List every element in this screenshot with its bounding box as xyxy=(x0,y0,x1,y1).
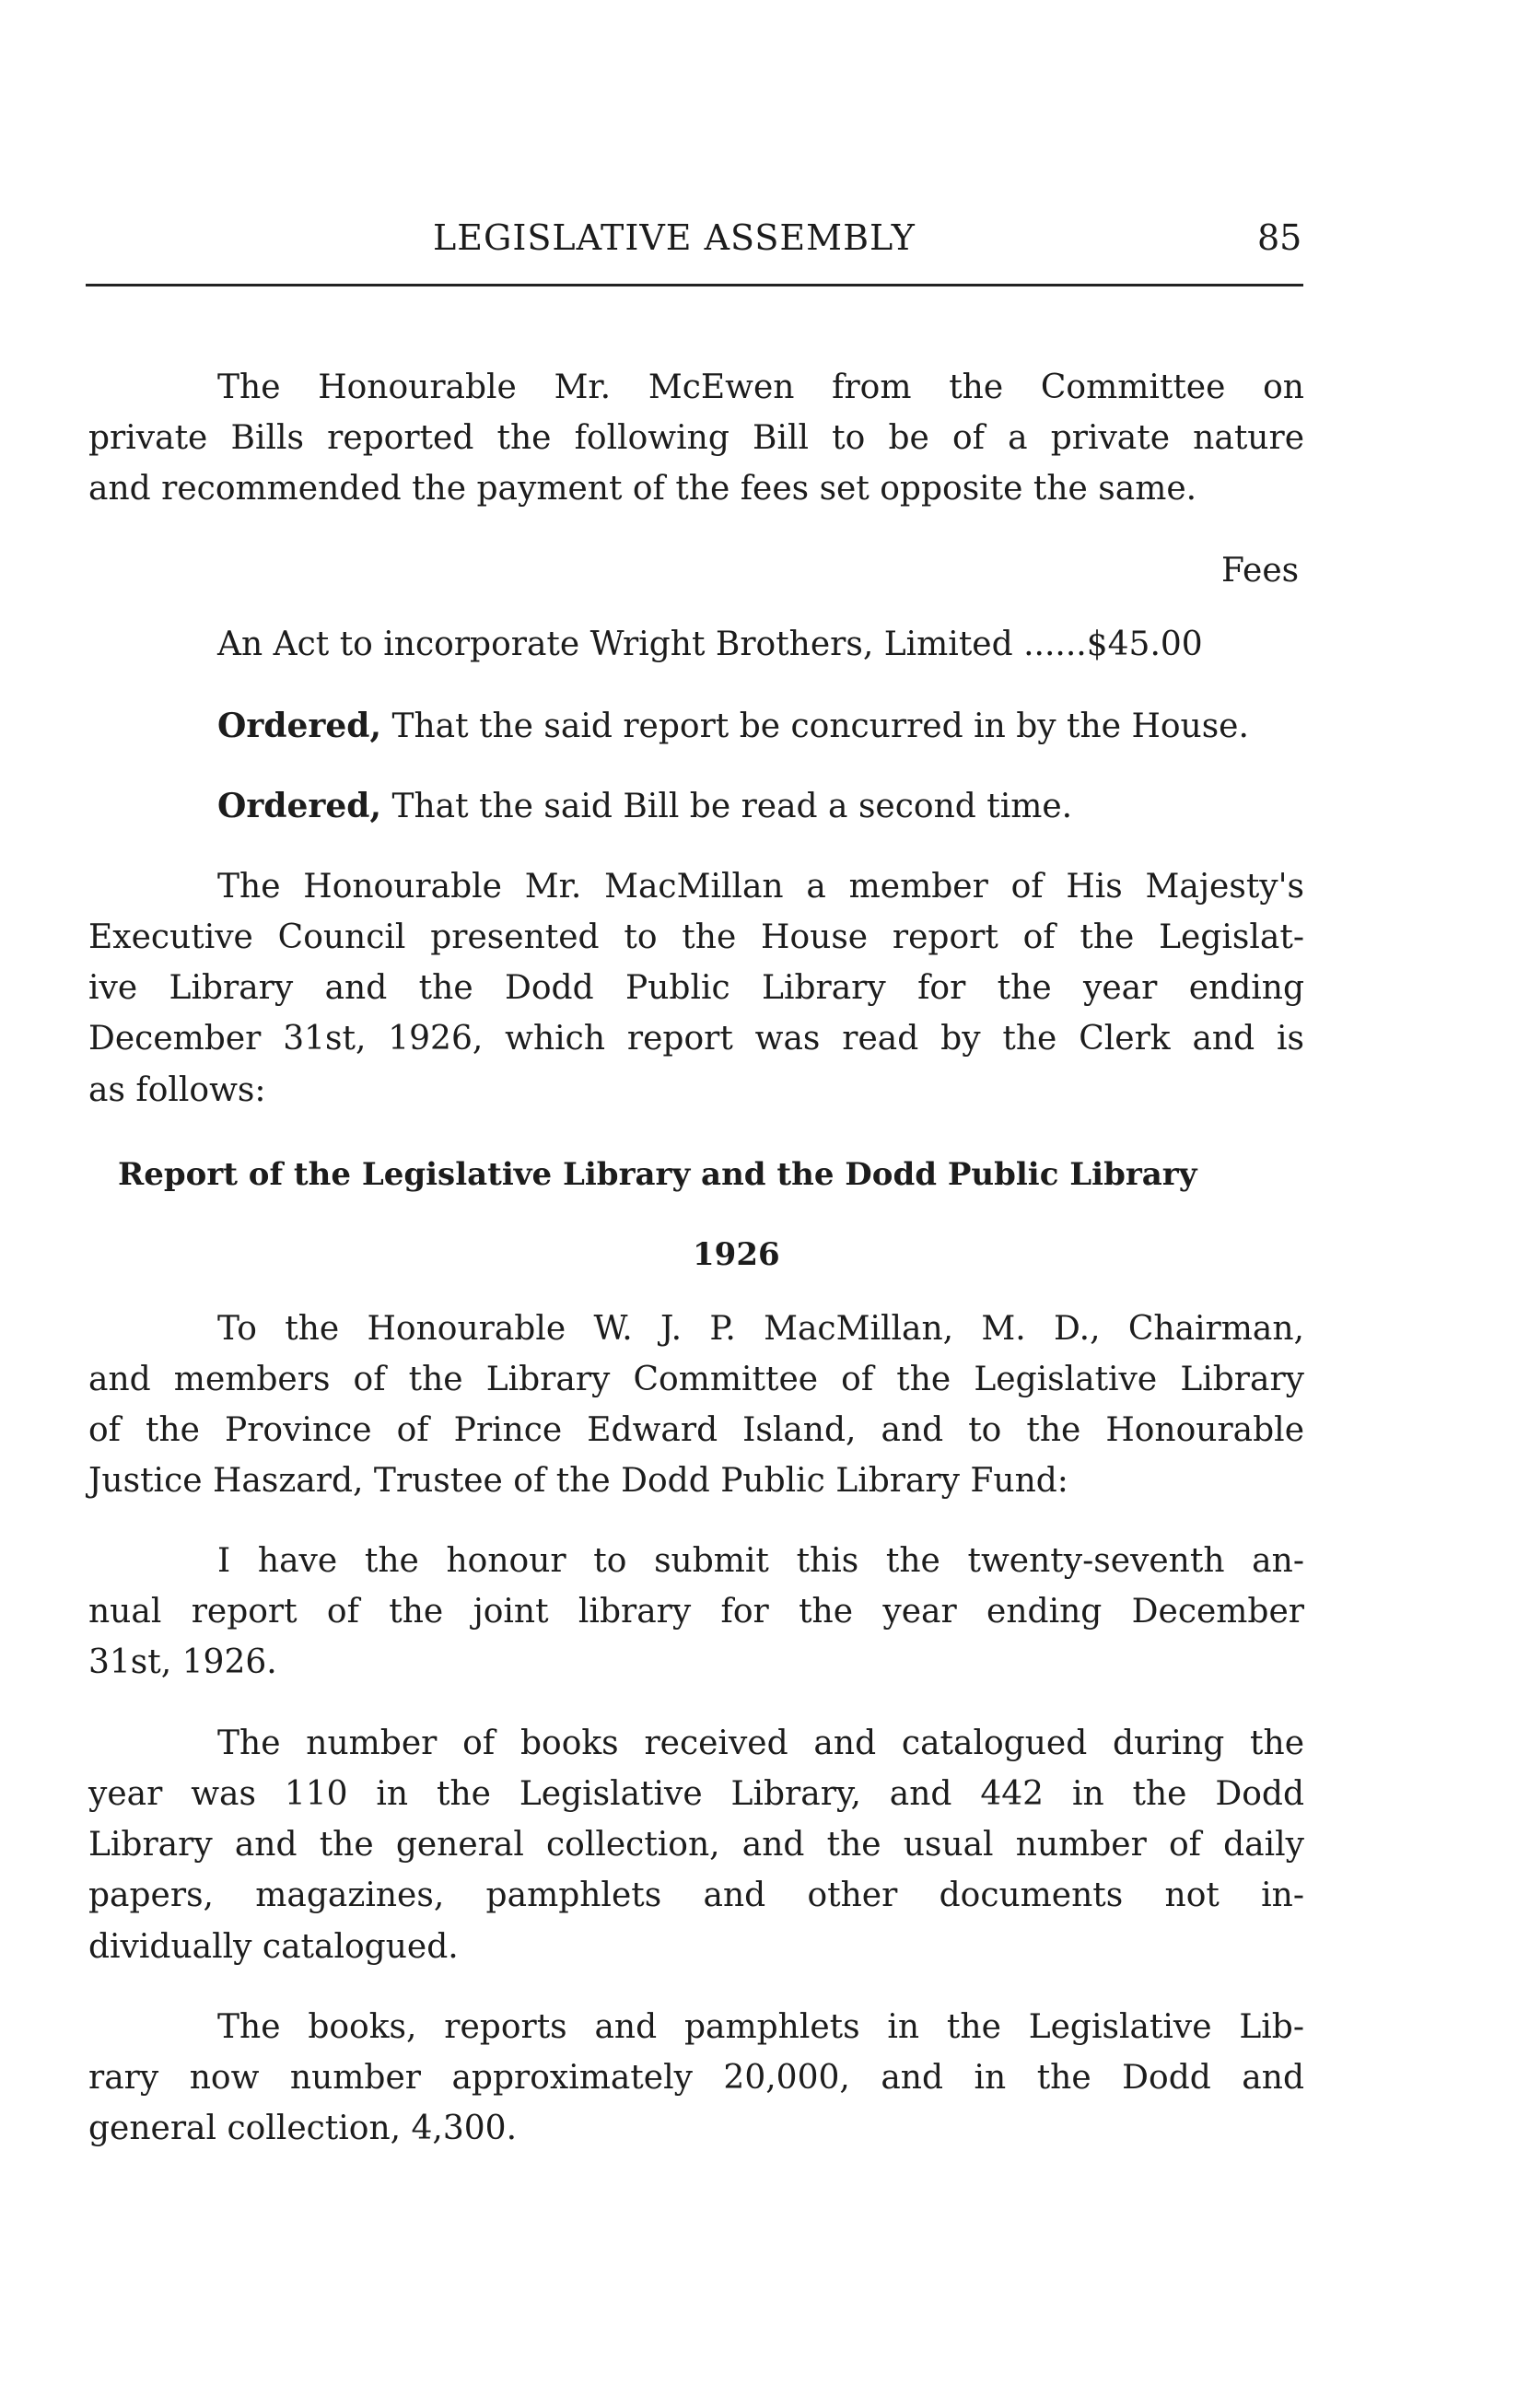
running-header-title: LEGISLATIVE ASSEMBLY xyxy=(433,217,916,258)
paragraph-5-line-2: year was 110 in the Legislative Library, and 442 in the Dodd xyxy=(88,1775,1304,1813)
order-2 xyxy=(217,789,1072,824)
paragraph-2-line-5: as follows: xyxy=(88,1071,266,1109)
order-1 xyxy=(217,709,1249,743)
paragraph-2-line-4: December 31st, 1926, which report was read by the Clerk and is xyxy=(88,1020,1304,1058)
report-title: Report of the Legislative Library and the Dodd Public Library xyxy=(118,1156,1197,1193)
header-rule xyxy=(86,284,1303,286)
paragraph-6-line-2: rary now number approximately 20,000, and in the Dodd and xyxy=(88,2059,1304,2097)
order-2-text: That the said Bill be read a second time. xyxy=(391,788,1073,825)
order-2-keyword: Ordered, xyxy=(217,787,381,825)
paragraph-6-line-3: general collection, 4,300. xyxy=(88,2110,518,2147)
order-1-keyword: Ordered, xyxy=(217,707,381,745)
paragraph-3-line-4: Justice Haszard, Trustee of the Dodd Public Library Fund: xyxy=(88,1462,1068,1500)
paragraph-3-line-1: To the Honourable W. J. P. MacMillan, M. D., Chairman, xyxy=(217,1310,1304,1348)
paragraph-1-line-1: The Honourable Mr. McEwen from the Committee on xyxy=(217,368,1304,406)
paragraph-2-line-2: Executive Council presented to the House report of the Legislat- xyxy=(88,918,1304,956)
paragraph-5-line-1: The number of books received and catalogued during the xyxy=(217,1724,1304,1762)
report-year: 1926 xyxy=(693,1236,780,1273)
paragraph-5-line-5: dividually catalogued. xyxy=(88,1928,459,1966)
paragraph-5-line-3: Library and the general collection, and the usual number of daily xyxy=(88,1826,1304,1864)
paragraph-4-line-2: nual report of the joint library for the year ending December xyxy=(88,1593,1304,1631)
fees-label: Fees xyxy=(1221,552,1300,590)
paragraph-1-line-2: private Bills reported the following Bill to be of a private nature xyxy=(88,419,1304,457)
paragraph-1-line-3: and recommended the payment of the fees set opposite the same. xyxy=(88,470,1197,508)
page-number: 85 xyxy=(1257,217,1302,258)
paragraph-6-line-1: The books, reports and pamphlets in the Legislative Lib- xyxy=(217,2008,1304,2046)
paragraph-2-line-3: ive Library and the Dodd Public Library for the year ending xyxy=(88,969,1304,1007)
paragraph-3-line-2: and members of the Library Committee of the Legislative Library xyxy=(88,1361,1304,1398)
paragraph-3-line-3: of the Province of Prince Edward Island, and to the Honourable xyxy=(88,1411,1304,1449)
paragraph-2-line-1: The Honourable Mr. MacMillan a member of His Majesty's xyxy=(217,868,1304,906)
order-1-text: That the said report be concurred in by the House. xyxy=(391,707,1249,745)
paragraph-4-line-1: I have the honour to submit this the twenty-seventh an- xyxy=(217,1542,1304,1580)
fees-item: An Act to incorporate Wright Brothers, Limited ......$45.00 xyxy=(217,625,1203,663)
paragraph-5-line-4: papers, magazines, pamphlets and other documents not in- xyxy=(88,1876,1304,1914)
paragraph-4-line-3: 31st, 1926. xyxy=(88,1643,277,1681)
